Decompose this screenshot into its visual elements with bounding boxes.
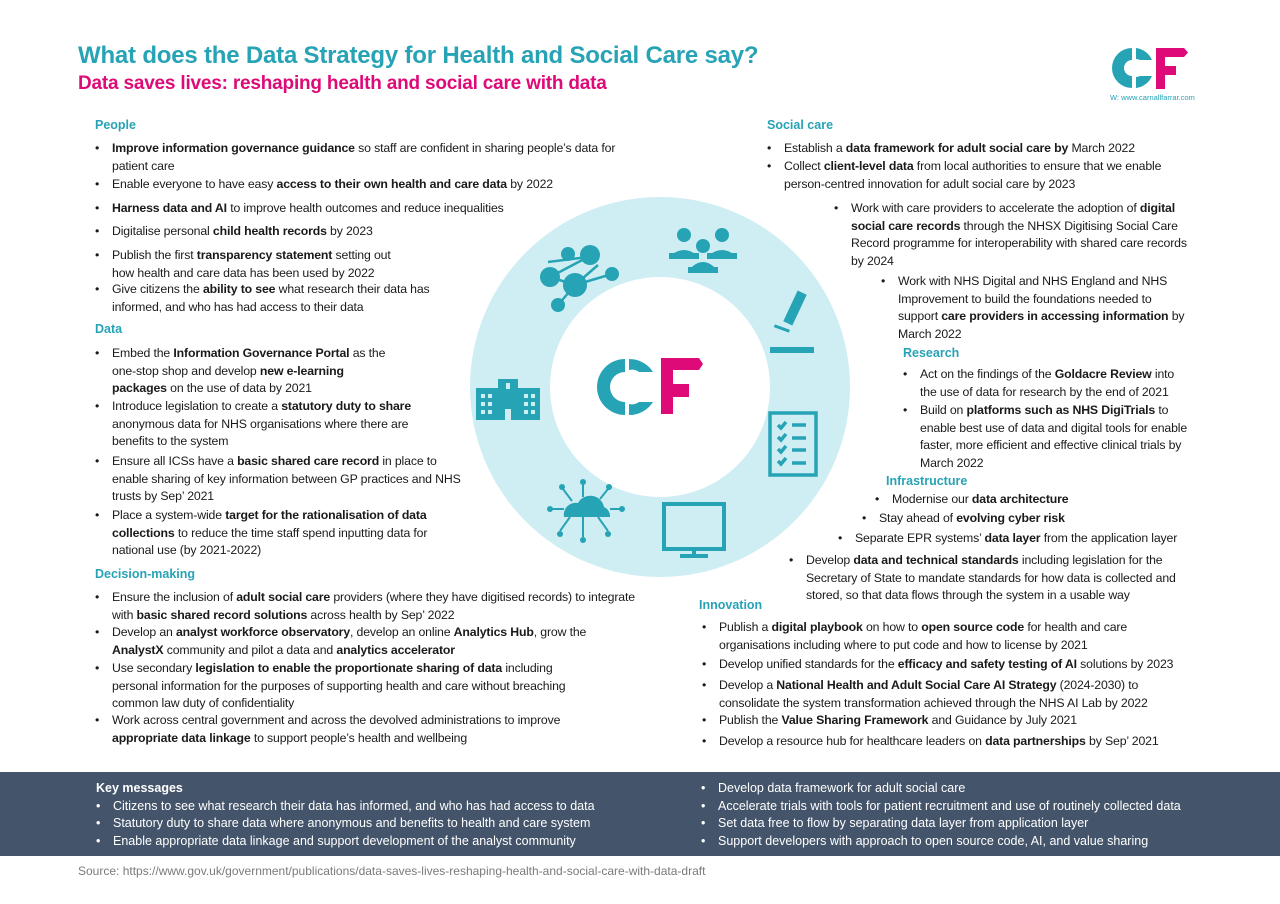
page-subtitle: Data saves lives: reshaping health and social care with data — [78, 73, 607, 94]
text: Ensure the inclusion of — [112, 590, 237, 604]
bold-text: National Health and Adult Social Care AI Strategy — [776, 678, 1057, 692]
text: on how to — [862, 620, 922, 634]
text: from the application layer — [1040, 531, 1178, 545]
text: Establish a — [784, 141, 846, 155]
text: so staff are confident in sharing people’s data for patient care — [112, 141, 616, 173]
text: Digitalise personal — [112, 224, 213, 238]
bold-text: care providers in accessing information — [941, 309, 1169, 323]
social-care-item — [834, 200, 1189, 270]
bold-text: new e-learning packages — [112, 363, 344, 395]
bold-text: Value Sharing Framework — [781, 713, 929, 727]
text: Develop a — [719, 678, 777, 692]
text: Develop an — [112, 625, 176, 639]
data-item — [95, 453, 465, 506]
bold-text: data layer — [984, 531, 1041, 545]
text: by 2022 — [506, 177, 553, 191]
ring-graphic — [460, 187, 860, 587]
text: , develop an online — [350, 625, 454, 639]
people-item — [95, 281, 440, 316]
bold-text: AnalystX — [112, 642, 164, 657]
bold-text: platforms such as NHS DigiTrials — [966, 403, 1156, 417]
text: Act on the findings of the — [920, 367, 1055, 381]
bold-text: Goldacre Review — [1054, 367, 1152, 381]
section-heading-innovation: Innovation — [699, 598, 763, 612]
bold-text: Improve information governance guidance — [112, 141, 355, 155]
people-item — [95, 140, 640, 175]
website-url: W: www.carnallfarrar.com — [1110, 93, 1195, 102]
key-message-item: • Develop data framework for adult social care — [701, 780, 1181, 798]
bold-text: basic shared care record — [237, 454, 380, 468]
section-heading-infrastructure: Infrastructure — [886, 474, 968, 488]
text: Give citizens the — [112, 282, 203, 296]
section-heading-research: Research — [903, 346, 960, 360]
bold-text: appropriate data linkage — [112, 730, 251, 745]
text: to reduce the time staff spend inputting data for national use (by 2021-2022) — [112, 525, 428, 557]
bold-text: data framework for adult social care by — [845, 141, 1069, 155]
bold-text: child health records — [212, 224, 327, 238]
text: Publish the — [719, 713, 782, 727]
bold-text: Information Governance Portal — [173, 346, 350, 360]
text: providers (where they have digitised records) to integrate with — [112, 590, 635, 622]
text: Ensure all ICSs have a — [112, 454, 238, 468]
text: for health and care organisations including where to put code and how to license by 2021 — [719, 620, 1128, 652]
bold-text: basic shared record solutions — [136, 607, 308, 622]
page-title: What does the Data Strategy for Health and Social Care say? — [78, 42, 759, 69]
bold-text: client-level data — [823, 159, 914, 173]
text: by 2023 — [326, 224, 373, 238]
text: Place a system-wide — [112, 508, 226, 522]
text: Work with care providers to accelerate the adoption of — [851, 201, 1140, 215]
text: across health by Sep’ 2022 — [307, 607, 455, 622]
bold-text: analyst workforce observatory — [175, 625, 351, 639]
text: and Guidance by July 2021 — [928, 713, 1077, 727]
text: by Sep’ 2021 — [1085, 734, 1159, 748]
text: to improve health outcomes and reduce inequalities — [226, 201, 504, 215]
key-message-item: • Statutory duty to share data where anonymous and benefits to health and care system — [96, 815, 595, 833]
data-item — [95, 345, 395, 398]
text: Enable everyone to have easy — [112, 177, 277, 191]
text: Develop — [806, 553, 854, 567]
text: Embed the — [112, 346, 174, 360]
text: as the one-stop shop and develop — [112, 346, 386, 378]
text: in place to enable sharing of key information between GP practices and NHS trusts by Sep’ 2021 — [112, 454, 461, 503]
text: setting out how health and care data has been used by 2022 — [112, 248, 391, 280]
infrastructure-item — [838, 530, 1198, 548]
people-item — [95, 176, 640, 194]
bold-text: efficacy and safety testing of AI — [897, 657, 1077, 671]
key-message-item: • Support developers with approach to open source code, AI, and value sharing — [701, 833, 1181, 851]
innovation-item — [702, 656, 1202, 674]
text: solutions by 2023 — [1076, 657, 1174, 671]
decision-item — [95, 589, 635, 624]
source-citation: Source: https://www.gov.uk/government/publications/data-saves-lives-reshaping-health-and-social-care-with-data-draft — [78, 864, 706, 878]
text: what research their data has informed, and who has had access to their data — [112, 282, 430, 314]
bold-text: analytics accelerator — [336, 642, 455, 657]
text: Publish the first — [112, 248, 197, 262]
key-message-item: • Citizens to see what research their data has informed, and who has had access to data — [96, 798, 595, 816]
bold-text: transparency statement — [196, 248, 333, 262]
section-heading-social-care: Social care — [767, 118, 834, 132]
innovation-item — [702, 619, 1162, 654]
key-messages-band — [0, 772, 1280, 856]
data-item — [95, 507, 465, 560]
text: through the NHSX Digitising Social Care Record programme for interoperability with shared care records by 2024 — [851, 218, 1187, 268]
bold-text: adult social care — [236, 590, 331, 604]
bold-text: legislation to enable the proportionate sharing of data — [195, 661, 503, 675]
bold-text: data and technical standards — [853, 553, 1019, 567]
key-message-item: • Accelerate trials with tools for patient recruitment and use of routinely collected data — [701, 798, 1181, 816]
text: Use secondary — [112, 661, 196, 675]
bold-text: data architecture — [971, 492, 1069, 506]
text: to enable best use of data and digital tools for enable faster, more efficient and effective clinical trials by March 2022 — [920, 403, 1188, 470]
text: Modernise our — [892, 492, 972, 506]
bold-text: ability to see — [202, 282, 276, 296]
text: into the use of data for research by the end of 2021 — [920, 367, 1175, 399]
key-message-item: • Enable appropriate data linkage and support development of the analyst community — [96, 833, 595, 851]
bold-text: access to their own health and care data — [276, 177, 507, 191]
text: Collect — [784, 159, 824, 173]
key-messages-heading: Key messages — [96, 781, 183, 795]
bold-text: statutory duty to share — [281, 399, 412, 413]
key-message-item: • Set data free to flow by separating data layer from application layer — [701, 815, 1181, 833]
text: anonymous data for NHS organisations where there are benefits to the system — [112, 416, 409, 448]
social-care-item — [767, 140, 1197, 158]
bold-text: digital playbook — [771, 620, 863, 634]
innovation-item — [702, 733, 1202, 751]
text: from local authorities to ensure that we enable person-centred innovation for adult social care by 2023 — [784, 159, 1162, 191]
decision-item — [95, 624, 615, 659]
section-heading-decision-making: Decision-making — [95, 567, 196, 581]
text: , grow the — [533, 625, 587, 639]
bold-text: open source code — [921, 620, 1025, 634]
text: (2024-2030) to consolidate the system transformation achieved through the NHS AI Lab by 2022 — [719, 678, 1148, 710]
social-care-item — [767, 158, 1197, 193]
text: Develop unified standards for the — [719, 657, 898, 671]
research-item — [903, 402, 1198, 472]
data-item — [95, 398, 415, 451]
innovation-item — [702, 677, 1172, 712]
text: including personal information for the purposes of supporting health and care without breaching common law duty of confidentiality — [112, 661, 566, 710]
people-item — [95, 200, 640, 218]
bold-text: data partnerships — [985, 734, 1086, 748]
section-heading-data: Data — [95, 322, 123, 336]
infrastructure-item — [789, 552, 1184, 605]
text: Develop a resource hub for healthcare leaders on — [719, 734, 986, 748]
text: on the use of data by 2021 — [166, 381, 312, 395]
bold-text: Harness data and AI — [112, 201, 227, 215]
people-item — [95, 247, 410, 282]
social-care-item — [881, 273, 1191, 343]
infrastructure-item — [862, 510, 1182, 528]
decision-item — [95, 660, 585, 713]
text: Separate EPR systems’ — [855, 531, 985, 545]
bold-text: target for the rationalisation of data collections — [112, 508, 427, 540]
innovation-item — [702, 712, 1182, 730]
people-item — [95, 223, 640, 241]
text: Work across central government and across the devolved administrations to improve — [112, 713, 561, 727]
text: to support people’s health and wellbeing — [250, 730, 468, 745]
text: community and pilot a data and — [163, 642, 337, 657]
infrastructure-item — [875, 491, 1195, 509]
bold-text: evolving cyber risk — [956, 511, 1065, 525]
text: by March 2022 — [898, 309, 1185, 341]
text: Publish a — [719, 620, 772, 634]
carnall-farrar-logo — [1112, 46, 1192, 90]
text: Work with NHS Digital and NHS England and NHS Improvement to build the foundations needed to support — [898, 274, 1168, 323]
research-item — [903, 366, 1193, 401]
text: Stay ahead of — [879, 511, 957, 525]
bold-text: Analytics Hub — [453, 625, 534, 639]
text: Build on — [920, 403, 967, 417]
text: Introduce legislation to create a — [112, 399, 282, 413]
text: March 2022 — [1068, 141, 1135, 155]
bold-text: digital social care records — [851, 201, 1176, 233]
section-heading-people: People — [95, 118, 136, 132]
decision-item — [95, 712, 615, 747]
text: including legislation for the Secretary of State to mandate standards for how data is collected and stored, so that data flows through the system in a usable way — [806, 553, 1176, 602]
